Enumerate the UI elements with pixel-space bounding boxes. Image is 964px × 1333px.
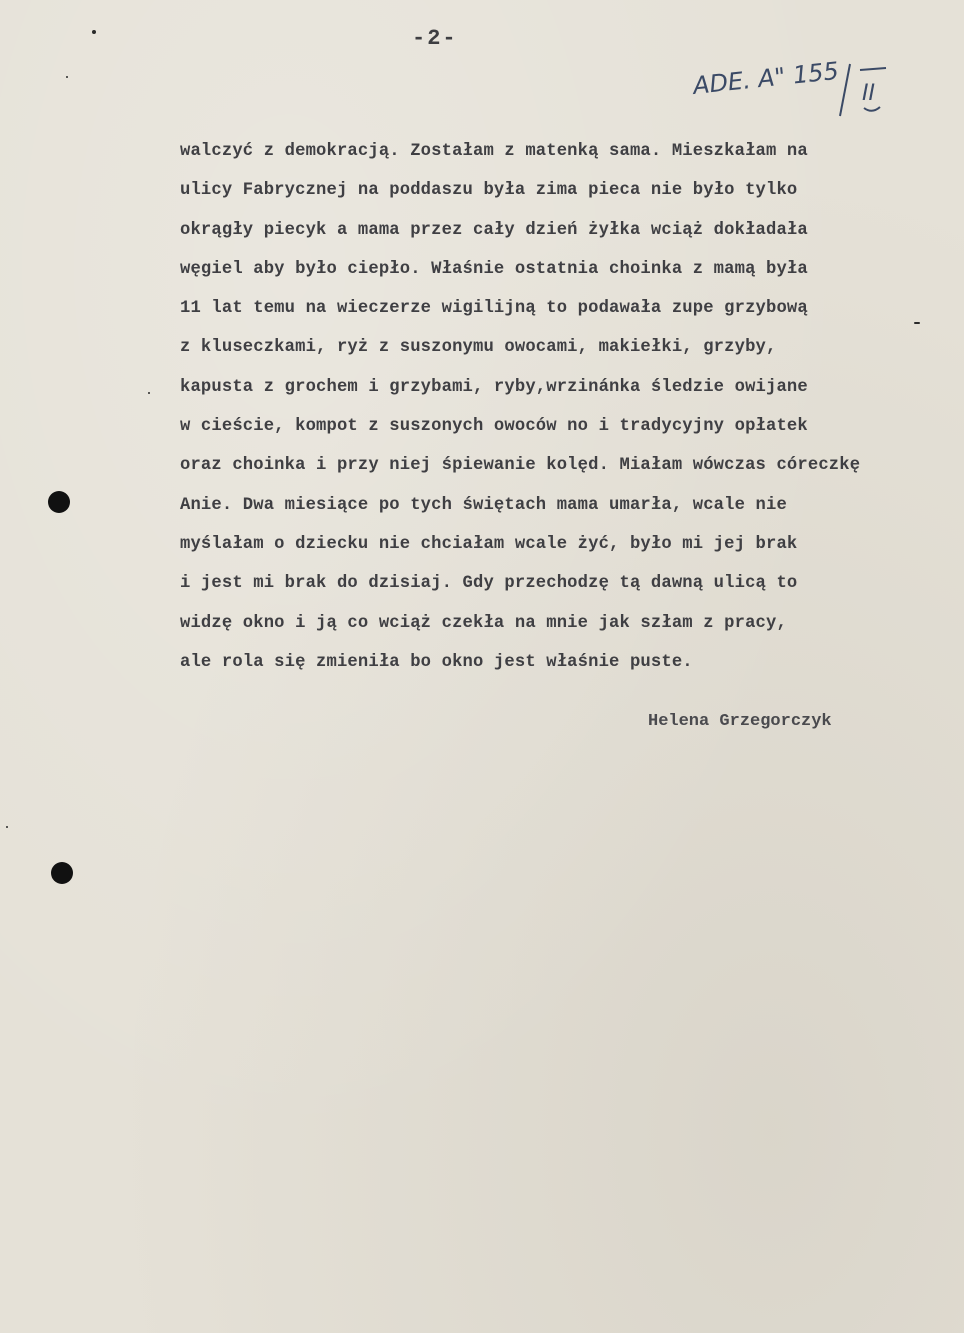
paper-speck xyxy=(92,30,96,34)
text-line: Anie. Dwa miesiące po tych świętach mama umarła, wcale nie xyxy=(180,495,787,515)
signature-name: Helena Grzegorczyk xyxy=(648,712,832,731)
text-line: z kluseczkami, ryż z suszonymu owocami, makiełki, grzyby, xyxy=(180,338,777,358)
text-line: kapusta z grochem i grzybami, ryby,wrzinánka śledzie owijane xyxy=(180,377,808,397)
archive-reference-handwritten xyxy=(690,56,890,126)
text-line: walczyć z demokracją. Zostałam z matenką sama. Mieszkałam na xyxy=(180,142,808,161)
text-line: ale rola się zmieniła bo okno jest właśnie puste. xyxy=(180,652,693,672)
text-line: ulicy Fabrycznej na poddaszu była zima pieca nie było tylko xyxy=(180,181,798,201)
archive-reference-overline xyxy=(860,68,886,70)
typed-letter-body xyxy=(180,132,900,682)
punch-hole xyxy=(51,862,73,884)
text-line: oraz choinka i przy niej śpiewanie kolęd. Miałam wówczas córeczkę xyxy=(180,456,861,476)
page-number: -2- xyxy=(412,26,458,51)
paper-speck xyxy=(148,392,150,394)
archive-reference-svg xyxy=(690,56,890,126)
paper-speck xyxy=(66,76,68,78)
archive-reference-underline xyxy=(864,107,880,111)
paper-speck xyxy=(6,826,8,828)
archive-reference-main: ADE. A" 155 xyxy=(691,56,841,100)
text-line: w cieście, kompot z suszonych owoców no i tradycyjny opłatek xyxy=(180,417,808,437)
text-line: 11 lat temu na wieczerze wigilijną to podawała zupe grzybową xyxy=(180,299,808,319)
text-line: okrągły piecyk a mama przez cały dzień żyłka wciąż dokładała xyxy=(180,220,808,240)
text-line: myślałam o dziecku nie chciałam wcale żyć, było mi jej brak xyxy=(180,534,798,554)
archive-reference-slash xyxy=(840,64,850,116)
paper-speck xyxy=(914,322,920,324)
text-line: i jest mi brak do dzisiaj. Gdy przechodzę tą dawną ulicą to xyxy=(180,574,798,594)
archive-reference-suffix: II xyxy=(862,81,875,106)
punch-hole xyxy=(48,491,70,513)
text-line: węgiel aby było ciepło. Właśnie ostatnia choinka z mamą była xyxy=(180,259,808,279)
text-line: widzę okno i ją co wciąż czekła na mnie jak szłam z pracy, xyxy=(180,613,787,633)
